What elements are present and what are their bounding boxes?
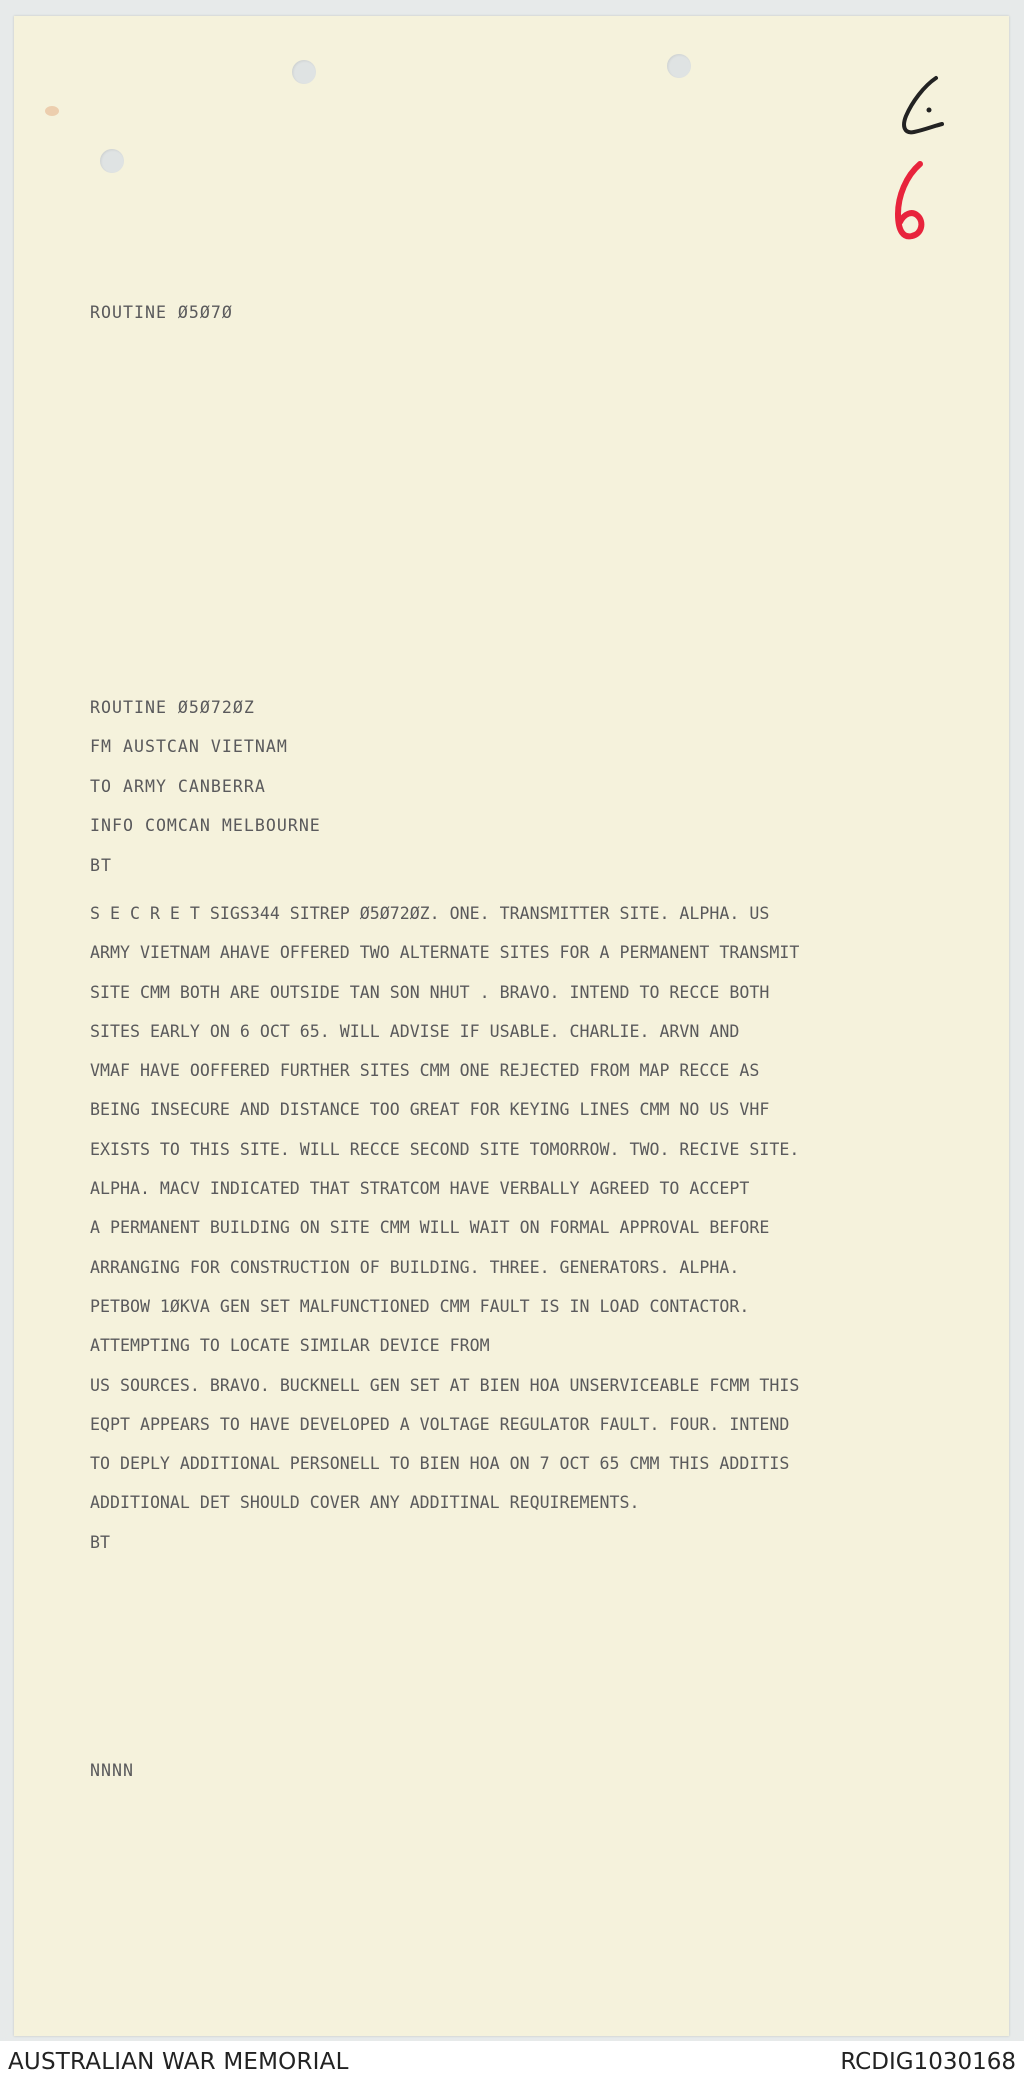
archive-footer	[0, 2041, 1024, 2081]
body-line: ARRANGING FOR CONSTRUCTION OF BUILDING. THREE. GENERATORS. ALPHA.	[90, 1257, 740, 1277]
handwritten-black-mark	[884, 68, 954, 148]
message-body	[90, 904, 799, 1572]
end-of-message-marker: NNNN	[90, 1761, 134, 1780]
body-line: ARMY VIETNAM AHAVE OFFERED TWO ALTERNATE SITES FOR A PERMANENT TRANSMIT	[90, 943, 800, 963]
document-sheet	[14, 16, 1009, 2036]
punch-hole-top-left	[292, 60, 316, 84]
body-line: VMAF HAVE OOFFERED FURTHER SITES CMM ONE REJECTED FROM MAP RECCE AS	[90, 1061, 760, 1081]
body-line: SITE CMM BOTH ARE OUTSIDE TAN SON NHUT . BRAVO. INTEND TO RECCE BOTH	[90, 982, 770, 1002]
body-line: US SOURCES. BRAVO. BUCKNELL GEN SET AT BIEN HOA UNSERVICEABLE FCMM THIS	[90, 1375, 800, 1395]
body-line: TO DEPLY ADDITIONAL PERSONELL TO BIEN HOA ON 7 OCT 65 CMM THIS ADDITIS	[90, 1454, 790, 1474]
punch-hole-top-right	[667, 54, 691, 78]
body-line: ALPHA. MACV INDICATED THAT STRATCOM HAVE VERBALLY AGREED TO ACCEPT	[90, 1179, 750, 1199]
paper-stain	[45, 106, 59, 116]
body-line: BEING INSECURE AND DISTANCE TOO GREAT FOR KEYING LINES CMM NO US VHF	[90, 1100, 770, 1120]
handwritten-red-mark	[882, 156, 942, 256]
message-info-line: INFO COMCAN MELBOURNE	[90, 816, 321, 835]
body-line: A PERMANENT BUILDING ON SITE CMM WILL WAIT ON FORMAL APPROVAL BEFORE	[90, 1218, 770, 1238]
body-line: SITES EARLY ON 6 OCT 65. WILL ADVISE IF USABLE. CHARLIE. ARVN AND	[90, 1021, 740, 1041]
header-routine-line: ROUTINE Ø5Ø7Ø	[90, 303, 233, 322]
archive-reference-id: RCDIG1030168	[840, 2049, 1016, 2075]
body-line: ATTEMPTING TO LOCATE SIMILAR DEVICE FROM	[90, 1336, 490, 1356]
archive-name: AUSTRALIAN WAR MEMORIAL	[8, 2049, 349, 2075]
body-line: EXISTS TO THIS SITE. WILL RECCE SECOND SITE TOMORROW. TWO. RECIVE SITE.	[90, 1139, 800, 1159]
message-bt-line: BT	[90, 856, 112, 875]
punch-hole-left	[100, 149, 124, 173]
body-line: S E C R E T SIGS344 SITREP Ø5Ø72ØZ. ONE. TRANSMITTER SITE. ALPHA. US	[90, 904, 770, 923]
message-from-line: FM AUSTCAN VIETNAM	[90, 737, 288, 756]
message-precedence-line: ROUTINE Ø5Ø72ØZ	[90, 698, 255, 717]
body-line: BT	[90, 1532, 110, 1552]
body-line: PETBOW 1ØKVA GEN SET MALFUNCTIONED CMM FAULT IS IN LOAD CONTACTOR.	[90, 1296, 750, 1316]
body-line: EQPT APPEARS TO HAVE DEVELOPED A VOLTAGE REGULATOR FAULT. FOUR. INTEND	[90, 1414, 790, 1434]
body-line: ADDITIONAL DET SHOULD COVER ANY ADDITINAL REQUIREMENTS.	[90, 1493, 640, 1513]
message-to-line: TO ARMY CANBERRA	[90, 777, 266, 796]
